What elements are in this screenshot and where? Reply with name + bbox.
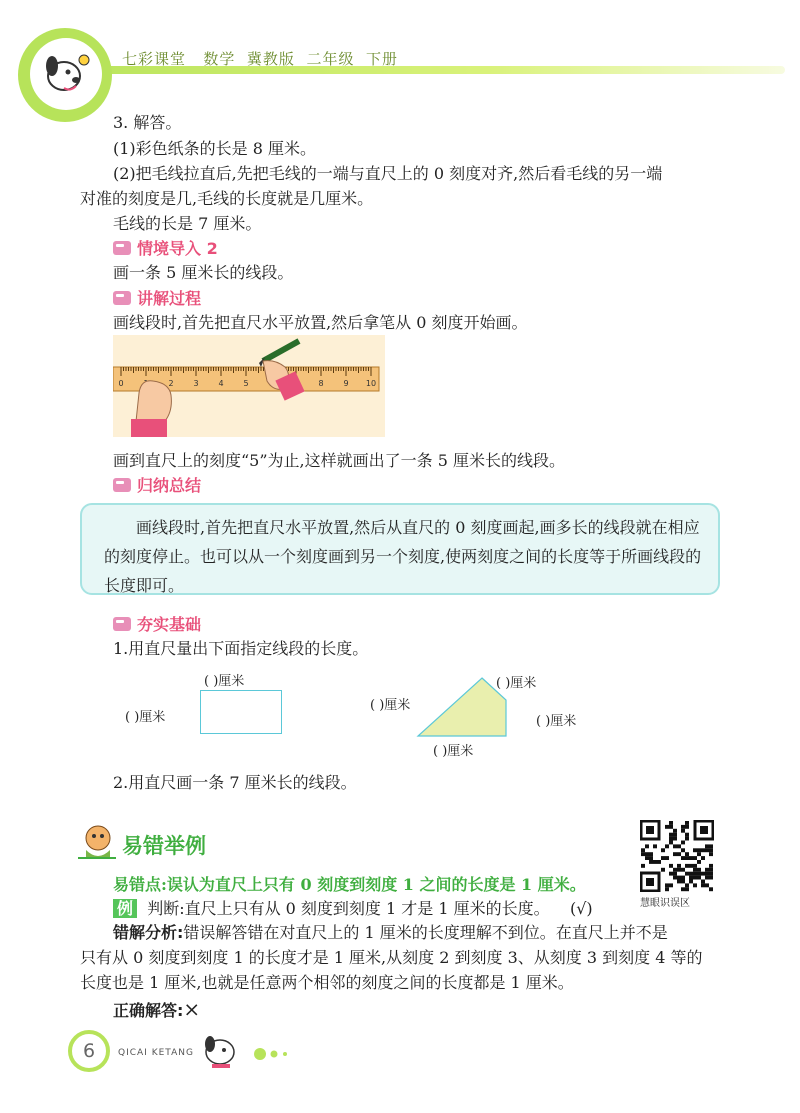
rect-top-blank: ( )厘米: [204, 674, 245, 689]
qr-cell: [657, 860, 661, 864]
qr-cell: [697, 848, 701, 852]
section-icon: [113, 291, 131, 305]
answer-title: 3. 解答。: [113, 113, 182, 132]
dog-mascot-icon: [34, 40, 100, 106]
qr-cell: [701, 872, 705, 876]
ruler-label: 4: [218, 379, 224, 388]
quad-right-blank: ( )厘米: [536, 714, 577, 729]
qr-cell: [665, 883, 669, 887]
qr-cell: [681, 887, 685, 891]
qr-cell: [685, 864, 689, 868]
qr-cell: [669, 825, 673, 829]
qr-cell: [649, 860, 653, 864]
quad-top-blank: ( )厘米: [496, 676, 537, 691]
thinker-character-icon: [76, 822, 118, 862]
qr-cell: [693, 848, 697, 852]
qr-cell: [705, 868, 709, 872]
qr-cell: [661, 868, 665, 872]
example-badge: 例: [113, 899, 137, 918]
qr-cell: [709, 876, 713, 880]
qr-cell: [689, 880, 693, 884]
qr-cell: [641, 852, 645, 856]
mistake-analysis-line3: 长度也是 1 厘米,也就是任意两个相邻的刻度之间的长度都是 1 厘米。: [80, 973, 574, 992]
mistake-analysis-line1: 错解分析:错误解答错在对直尺上的 1 厘米的长度理解不到位。在直尺上并不是: [113, 923, 668, 942]
qr-cell: [685, 852, 689, 856]
ruler-label: 8: [318, 379, 324, 388]
header-title: 七彩课堂 数学 冀教版 二年级 下册: [122, 50, 399, 68]
qr-cell: [681, 868, 685, 872]
qr-cell: [665, 825, 669, 829]
qr-cell: [641, 864, 645, 868]
section-icon: [113, 241, 131, 255]
qr-cell: [673, 868, 677, 872]
qr-cell: [689, 876, 693, 880]
mistake-analysis-line2: 只有从 0 刻度到刻度 1 的长度才是 1 厘米,从刻度 2 到刻度 3、从刻度 3 到刻度 4 等的: [80, 948, 703, 967]
footer-brand: QICAI KETANG: [118, 1048, 194, 1058]
qr-cell: [697, 852, 701, 856]
answer-1: (1)彩色纸条的长是 8 厘米。: [113, 139, 317, 158]
qr-cell: [661, 848, 665, 852]
practice-q1: 1.用直尺量出下面指定线段的长度。: [113, 639, 369, 658]
qr-cell: [653, 860, 657, 864]
qr-cell: [673, 833, 677, 837]
qr-cell: [709, 872, 713, 876]
ruler-label: 0: [118, 379, 124, 388]
qr-cell: [641, 848, 645, 852]
qr-caption: 慧眼识误区: [640, 898, 690, 909]
qr-cell: [693, 872, 697, 876]
qr-cell: [665, 844, 669, 848]
qr-cell: [677, 852, 681, 856]
qr-cell: [697, 868, 701, 872]
qr-cell: [685, 837, 689, 841]
ruler-illustration: [113, 335, 385, 437]
qr-cell: [681, 829, 685, 833]
summary-box: [80, 503, 720, 595]
qr-cell: [649, 852, 653, 856]
qr-cell: [665, 887, 669, 891]
qr-cell: [673, 829, 677, 833]
mistake-point: 易错点:误认为直尺上只有 0 刻度到刻度 1 之间的长度是 1 厘米。: [113, 875, 586, 894]
explain-after: 画到直尺上的刻度“5”为止,这样就画出了一条 5 厘米长的线段。: [113, 451, 565, 470]
qr-cell: [665, 856, 669, 860]
ruler-label: 9: [343, 379, 349, 388]
qr-cell: [685, 872, 689, 876]
qr-cell: [685, 833, 689, 837]
quad-left-blank: ( )厘米: [370, 698, 411, 713]
qr-cell: [645, 856, 649, 860]
section-icon: [113, 478, 131, 492]
qr-cell: [689, 864, 693, 868]
mistake-example: 例 判断:直尺上只有从 0 刻度到刻度 1 才是 1 厘米的长度。 (√): [113, 896, 593, 922]
qr-cell: [685, 856, 689, 860]
qr-cell: [673, 837, 677, 841]
qr-cell: [685, 887, 689, 891]
qr-cell: [701, 856, 705, 860]
qr-cell: [677, 868, 681, 872]
qr-cell: [677, 876, 681, 880]
qr-cell: [709, 848, 713, 852]
section-intro-2: 情境导入 2: [113, 236, 218, 259]
ruler-label: 10: [365, 379, 377, 388]
qr-cell: [685, 821, 689, 825]
qr-cell: [677, 880, 681, 884]
ruler-label: 2: [168, 379, 174, 388]
qr-cell: [693, 876, 697, 880]
rect-left-blank: ( )厘米: [125, 710, 166, 725]
ruler-label: 3: [193, 379, 199, 388]
intro-2-text: 画一条 5 厘米长的线段。: [113, 263, 294, 282]
qr-cell: [681, 841, 685, 845]
qr-cell: [697, 872, 701, 876]
qr-cell: [669, 841, 673, 845]
qr-cell: [705, 876, 709, 880]
answer-2-line1: (2)把毛线拉直后,先把毛线的一端与直尺上的 0 刻度对齐,然后看毛线的另一端: [113, 164, 663, 183]
qr-cell: [705, 872, 709, 876]
qr-cell: [685, 883, 689, 887]
qr-cell: [685, 825, 689, 829]
ruler-label: 5: [243, 379, 249, 388]
section-summary: 归纳总结: [113, 473, 201, 496]
practice-q2: 2.用直尺画一条 7 厘米长的线段。: [113, 773, 357, 792]
qr-cell: [673, 852, 677, 856]
qr-cell: [681, 848, 685, 852]
qr-cell: [681, 876, 685, 880]
qr-cell: [669, 864, 673, 868]
qr-cell: [701, 880, 705, 884]
qr-cell: [673, 872, 677, 876]
qr-cell: [677, 864, 681, 868]
qr-cell: [709, 852, 713, 856]
qr-cell: [709, 887, 713, 891]
qr-cell: [693, 883, 697, 887]
qr-cell: [689, 856, 693, 860]
answer-2-line2: 对准的刻度是几,毛线的长度就是几厘米。: [80, 189, 374, 208]
qr-cell: [709, 864, 713, 868]
section-icon: [113, 617, 131, 631]
qr-cell: [669, 837, 673, 841]
explain-text: 画线段时,首先把直尺水平放置,然后拿笔从 0 刻度开始画。: [113, 313, 528, 332]
qr-cell: [701, 848, 705, 852]
qr-cell: [705, 848, 709, 852]
qr-cell: [677, 844, 681, 848]
qr-cell: [697, 860, 701, 864]
qr-cell: [705, 844, 709, 848]
mistake-correct: 正确解答:×: [113, 997, 201, 1021]
qr-cell: [709, 868, 713, 872]
qr-cell: [645, 844, 649, 848]
qr-cell: [669, 872, 673, 876]
summary-text: 画线段时,首先把直尺水平放置,然后从直尺的 0 刻度画起,画多长的线段就在相应的刻度停止。也可以从一个刻度画到另一个刻度,使两刻度之间的长度等于所画线段的长度即可。: [104, 518, 702, 595]
qr-cell: [673, 844, 677, 848]
qr-cell: [701, 883, 705, 887]
qr-cell: [653, 844, 657, 848]
quad-bottom-blank: ( )厘米: [433, 744, 474, 759]
qr-cell: [693, 856, 697, 860]
qr-cell: [649, 856, 653, 860]
rectangle-figure: [200, 690, 282, 734]
answer-3: 毛线的长是 7 厘米。: [113, 214, 262, 233]
qr-cell: [697, 876, 701, 880]
qr-cell: [681, 825, 685, 829]
qr-cell: [669, 833, 673, 837]
section-practice: 夯实基础: [113, 612, 201, 635]
qr-cell: [669, 883, 673, 887]
qr-cell: [673, 876, 677, 880]
page-number: 6: [82, 1040, 96, 1062]
qr-cell: [705, 883, 709, 887]
qr-cell: [693, 868, 697, 872]
qr-cell: [689, 872, 693, 876]
qr-cell: [693, 864, 697, 868]
mistake-title: 易错举例: [122, 834, 206, 858]
qr-cell: [681, 856, 685, 860]
qr-cell: [709, 844, 713, 848]
qr-cell: [681, 880, 685, 884]
section-explain: 讲解过程: [113, 286, 201, 309]
qr-cell: [661, 856, 665, 860]
footer-mascot-icon: [198, 1030, 298, 1074]
qr-cell: [645, 852, 649, 856]
qr-code: [640, 820, 714, 892]
qr-cell: [669, 821, 673, 825]
